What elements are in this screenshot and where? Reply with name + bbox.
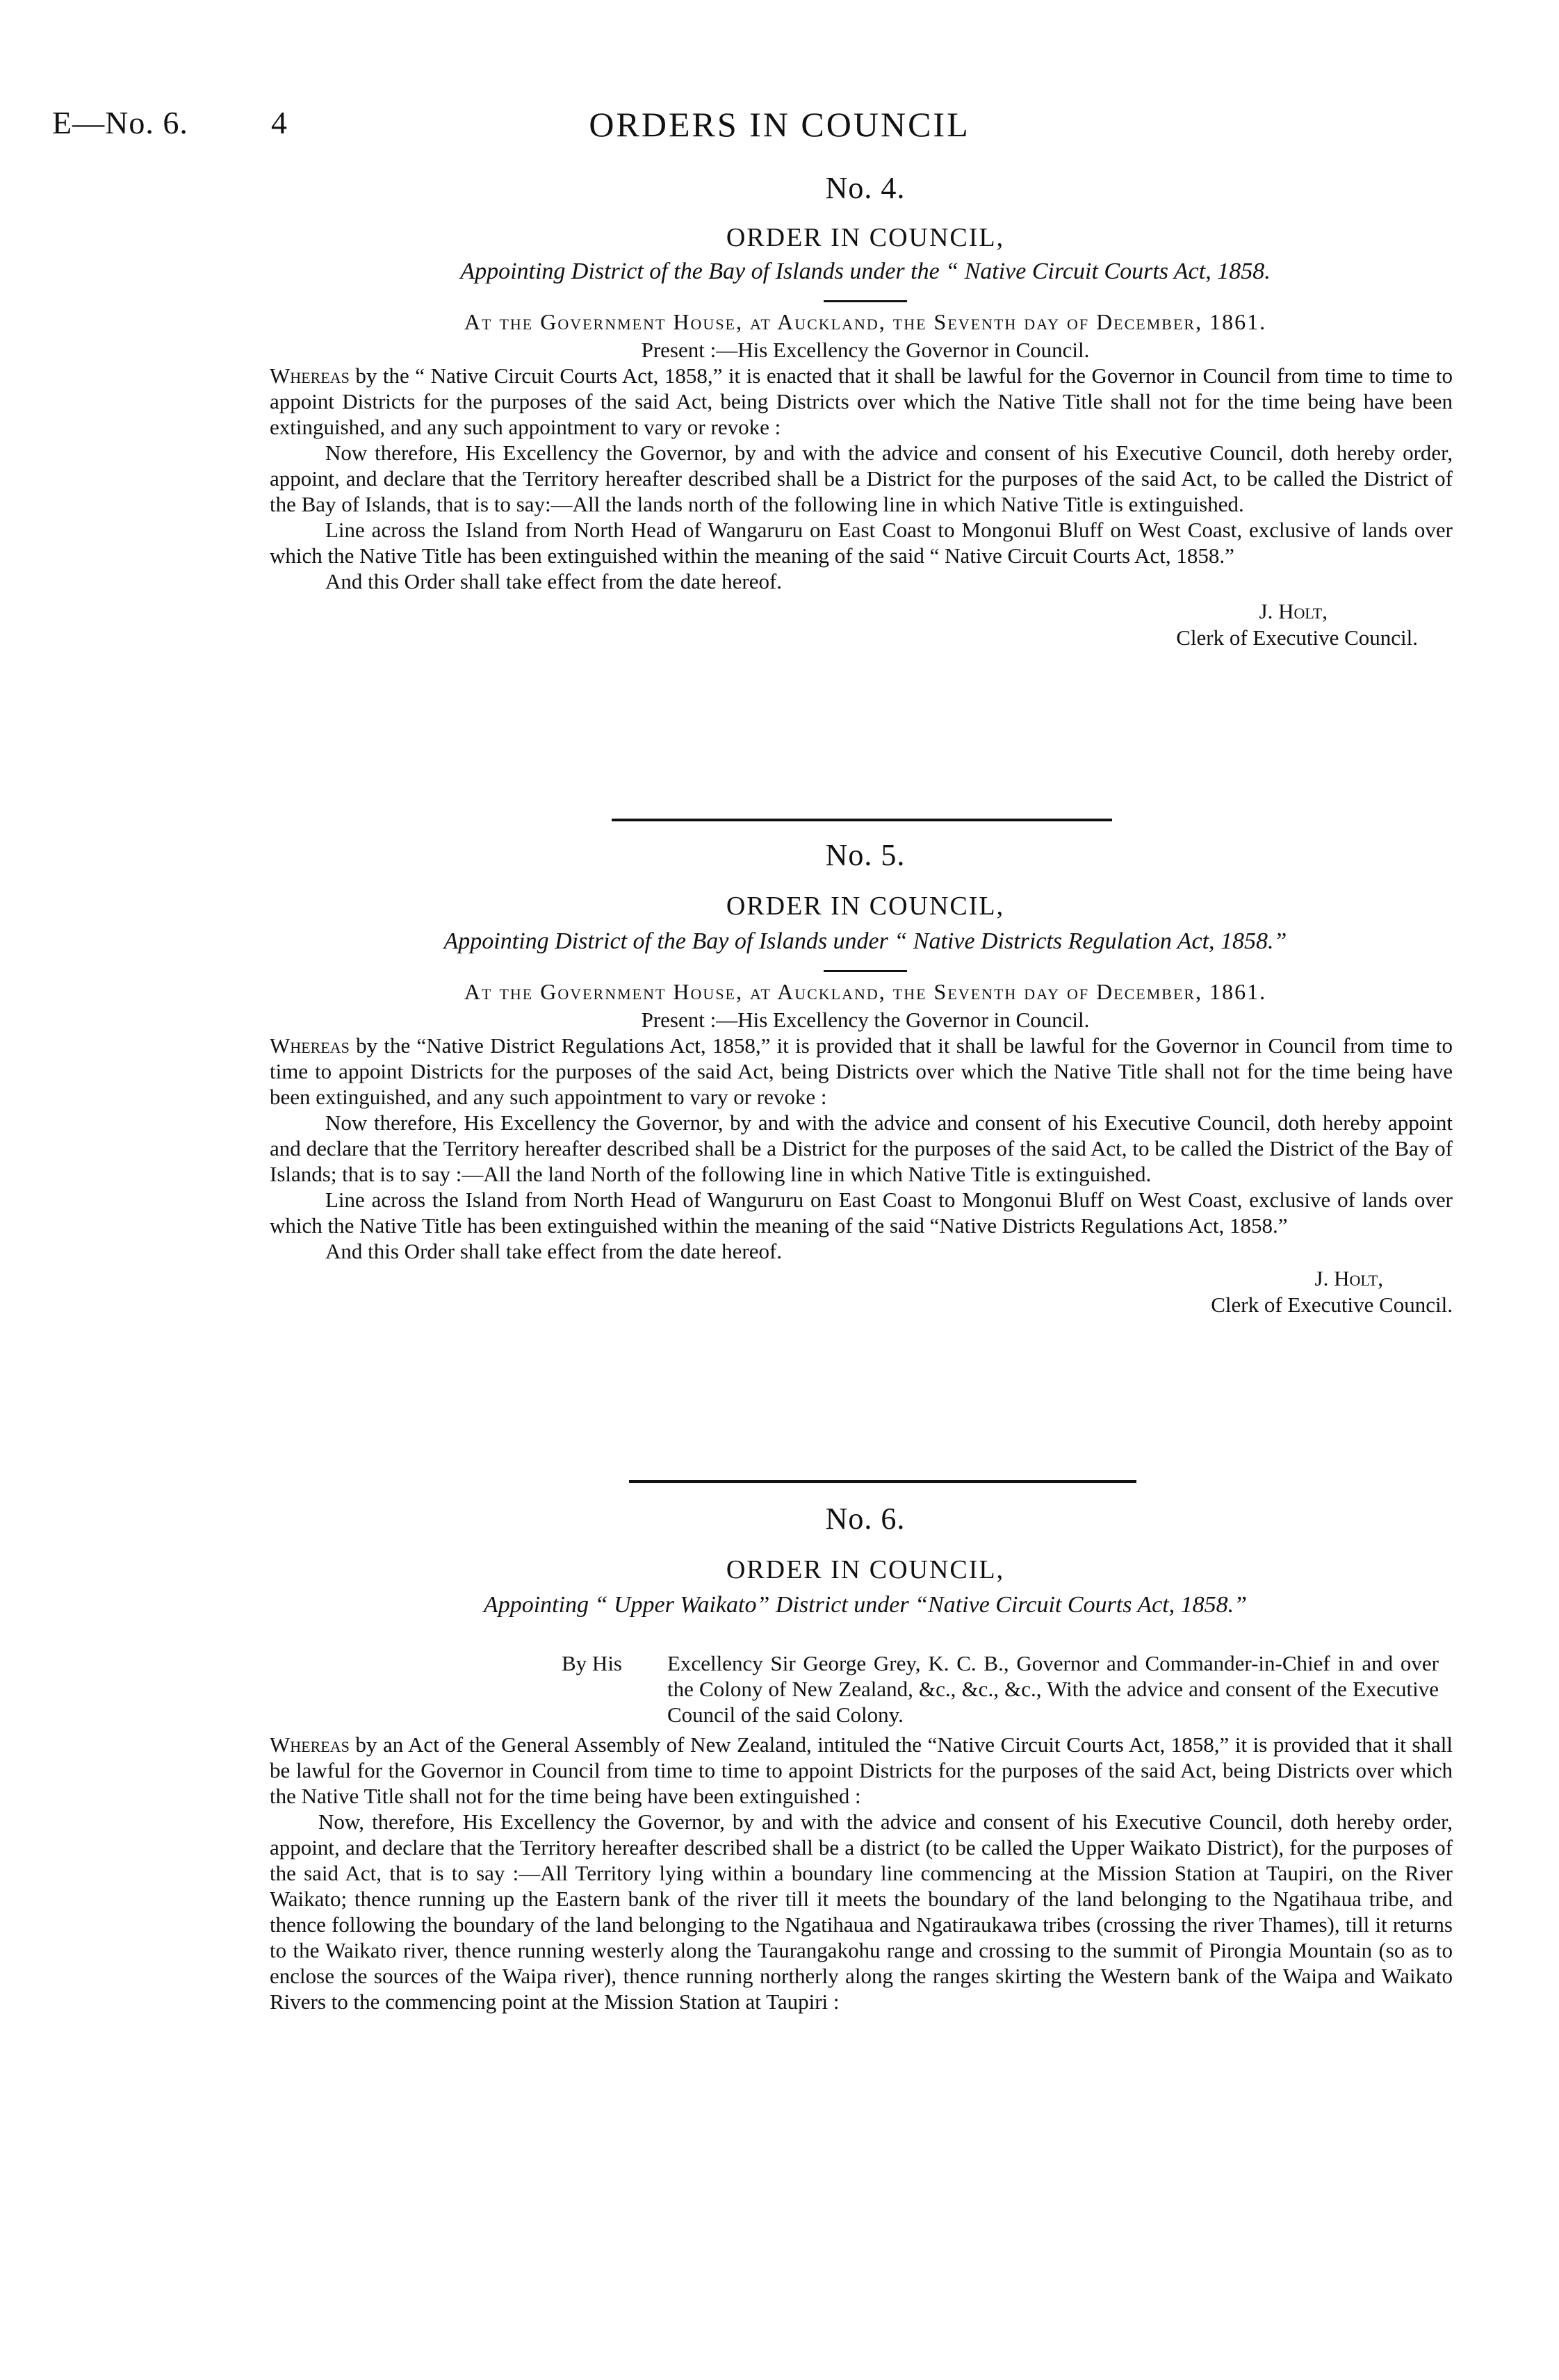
short-divider xyxy=(824,970,907,972)
order-4-number: No. 4. xyxy=(825,171,906,205)
order-5-whereas-text: by the “Native District Regulations Act, 1858,” it is provided that it shall be lawful for the Governor in Council from time to time to appoint Districts for the purposes of the said Act, being Districts over which the Native Title shall not for the time being have been extinguished, and any such appointment to vary or revoke : xyxy=(270,1033,1453,1109)
order-5-date-line: At the Government House, at Auckland, the Seventh day of December, 1861. xyxy=(464,979,1267,1004)
order-4-effect-paragraph: And this Order shall take effect from the date hereof. xyxy=(325,569,783,593)
whereas-word: Whereas xyxy=(270,363,350,388)
whereas-word: Whereas xyxy=(270,1033,350,1058)
order-4-signature xyxy=(278,598,1418,651)
byline-text: Excellency Sir George Grey, K. C. B., Governor and Commander-in-Chief in and over the Colony of New Zealand, &c., &c., &c., With the advice and consent of the Executive Council of the said Colony. xyxy=(667,1651,1439,1727)
signatory-name: J. Holt, xyxy=(1314,1266,1383,1290)
order-5-whereas-paragraph xyxy=(270,1033,1453,1110)
signatory-title: Clerk of Executive Council. xyxy=(1176,625,1418,650)
byline-by: By His xyxy=(562,1651,622,1675)
order-4-present: Present :—His Excellency the Governor in Council. xyxy=(641,338,1090,362)
order-6-whereas-paragraph xyxy=(270,1732,1453,1809)
order-4-whereas-paragraph xyxy=(270,363,1453,440)
order-6-number: No. 6. xyxy=(825,1502,906,1536)
order-5-line-across-paragraph: Line across the Island from North Head of Wangururu on East Coast to Mongonui Bluff on West Coast, exclusive of lands over which the Native Title has been extinguished within the meaning of the said “Native Districts Regulations Act, 1858.” xyxy=(270,1188,1453,1238)
order-6-subtitle: Appointing “ Upper Waikato” District under “Native Circuit Courts Act, 1858.” xyxy=(483,1592,1248,1618)
order-5-effect-paragraph: And this Order shall take effect from the date hereof. xyxy=(325,1239,783,1263)
order-5-present: Present :—His Excellency the Governor in Council. xyxy=(641,1008,1090,1032)
order-4-section xyxy=(270,170,1453,651)
order-5-subtitle: Appointing District of the Bay of Islands under “ Native Districts Regulation Act, 1858.” xyxy=(443,928,1287,954)
order-5-now-therefore-paragraph: Now therefore, His Excellency the Governor, by and with the advice and consent of his Executive Council, doth hereby appoint and declare that the Territory hereafter described shall be a District for the purposes of the said Act, to be called the District of the Bay of Islands; that is to say :—All the land North of the following line in which Native Title is extinguished. xyxy=(270,1110,1453,1186)
page-header xyxy=(0,104,1559,153)
order-4-heading: ORDER IN COUNCIL, xyxy=(726,223,1005,252)
order-4-subtitle: Appointing District of the Bay of Islands under the “ Native Circuit Courts Act, 1858. xyxy=(460,258,1271,284)
signatory-title: Clerk of Executive Council. xyxy=(1211,1292,1453,1317)
order-6-now-therefore-paragraph: Now, therefore, His Excellency the Governor, by and with the advice and consent of his Executive Council, doth hereby order, appoint, and declare that the Territory hereafter described shall be a district (to be called the Upper Waikato District), for the purposes of the said Act, that is to say :—All Territory lying within a boundary line commencing at the Mission Station at Taupiri, on the River Waikato; thence running up the Eastern bank of the river till it meets the boundary of the land belonging to the Ngatihaua tribe, and thence following the boundary of the land belonging to the Ngatihaua and Ngatiraukawa tribes (crossing the river Thames), till it returns to the Waikato river, thence running westerly along the Taurangakohu range and crossing to the summit of Pirongia Mountain (so as to enclose the sources of the Waipa river), thence running northerly along the ranges skirting the Western bank of the Waipa and Waikato Rivers to the commencing point at the Mission Station at Taupiri : xyxy=(270,1809,1453,2014)
order-5-number: No. 5. xyxy=(825,838,906,872)
page-number: 4 xyxy=(271,105,287,140)
order-4-whereas-text: by the “ Native Circuit Courts Act, 1858,” it is enacted that it shall be lawful for the Governor in Council from time to time to appoint Districts for the purposes of the said Act, being Districts over which the Native Title shall not for the time being have been extinguished, and any such appointment to vary or revoke : xyxy=(270,363,1453,439)
short-divider xyxy=(824,300,907,302)
order-5-signature xyxy=(278,1265,1453,1318)
order-4-date-line: At the Government House, at Auckland, the Seventh day of December, 1861. xyxy=(464,309,1267,334)
order-4-now-therefore-paragraph: Now therefore, His Excellency the Governor, by and with the advice and consent of his Executive Council, doth hereby order, appoint, and declare that the Territory hereafter described shall be a District for the purposes of the said Act, to be called the District of the Bay of Islands, that is to say:—All the lands north of the following line in which Native Title is extinguished. xyxy=(270,441,1453,516)
running-title: ORDERS IN COUNCIL xyxy=(589,105,970,144)
order-6-whereas-text: by an Act of the General Assembly of New Zealand, intituled the “Native Circuit Courts Act, 1858,” it is provided that it shall be lawful for the Governor in Council from time to time to appoint Districts for the purposes of the said Act, being Districts over which the Native Title shall not for the time being have been extinguished : xyxy=(270,1732,1453,1808)
section-divider xyxy=(612,819,1112,821)
order-6-heading: ORDER IN COUNCIL, xyxy=(726,1555,1005,1584)
order-5-heading: ORDER IN COUNCIL, xyxy=(726,892,1005,921)
order-4-line-across-paragraph: Line across the Island from North Head of Wangaruru on East Coast to Mongonui Bluff on West Coast, exclusive of lands over which the Native Title has been extinguished within the meaning of the said “ Native Circuit Courts Act, 1858.” xyxy=(270,518,1453,568)
whereas-word: Whereas xyxy=(270,1732,350,1757)
document-code: E—No. 6. xyxy=(52,105,188,140)
order-5-section xyxy=(270,837,1453,1318)
signatory-name: J. Holt, xyxy=(1259,599,1328,623)
order-6-section xyxy=(270,1501,1453,2014)
section-divider xyxy=(629,1480,1136,1483)
order-6-byline xyxy=(278,1650,1439,1727)
